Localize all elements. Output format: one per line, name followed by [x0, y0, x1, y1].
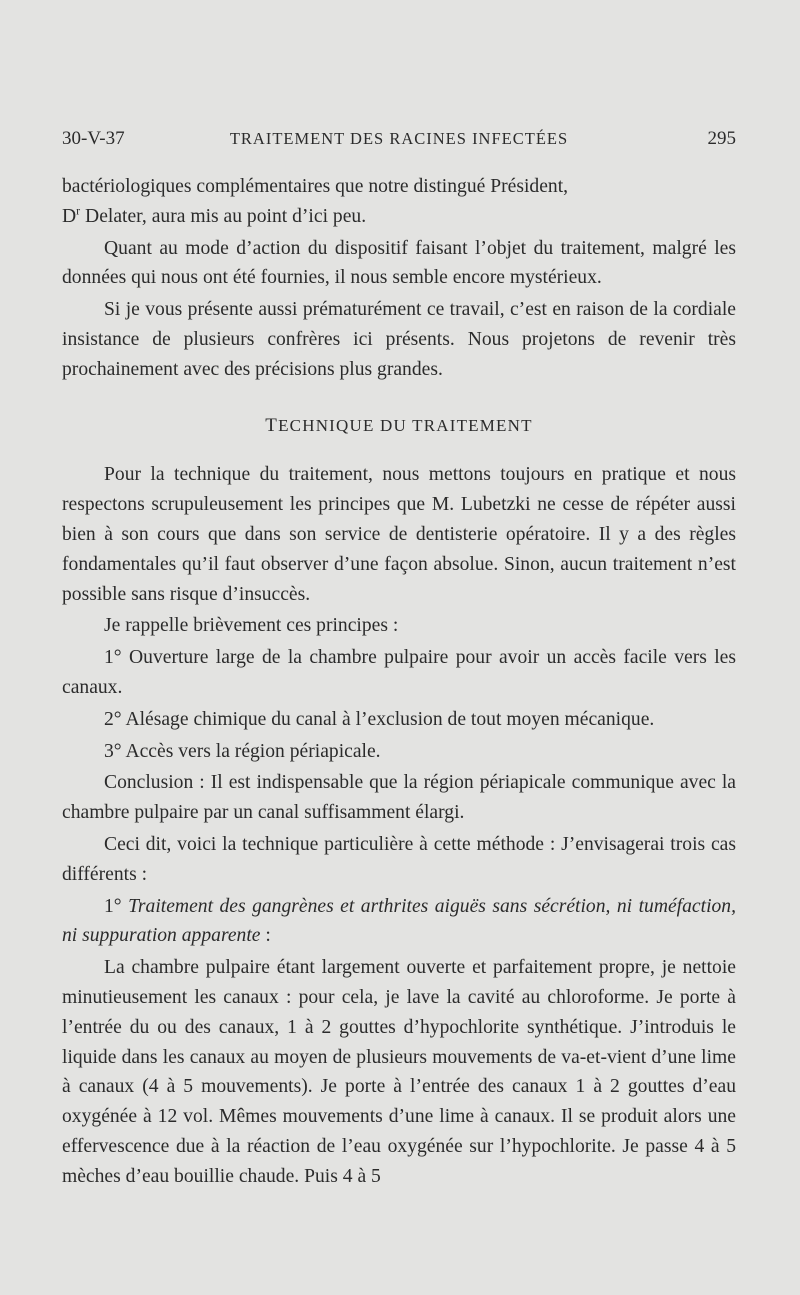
header-title: TRAITEMENT DES RACINES INFECTÉES	[229, 129, 569, 148]
paragraph: Conclusion : Il est indispensable que la région périapicale communique avec la chambre pulpaire par un canal suffisamment élargi.	[62, 772, 736, 824]
paragraph: Pour la technique du traitement, nous mettons toujours en pratique et nous respectons scrupuleusement les principes que M. Lubetzki ne cesse de répéter aussi bien à son cours que dans son service de dentisterie opératoire. Il y a des règles fondamentales qu’il faut observer d’une façon absolue. Sinon, aucun traitement n’est possible sans risque d’insuccès.	[62, 464, 736, 605]
paragraph: $D^r$ Delater, aura mis au point d’ici peu.	[62, 203, 367, 227]
header-date: 30-V-37	[62, 128, 125, 149]
page-number: 295	[707, 128, 736, 149]
list-item: 3° Accès vers la région périapicale.	[104, 740, 381, 762]
section-heading: TECHNIQUE DU TRAITEMENT	[265, 414, 533, 436]
page-body	[62, 172, 736, 1192]
list-item: 2° Alésage chimique du canal à l’exclusion de tout moyen mécanique.	[104, 708, 655, 730]
paragraph: bactériologiques complémentaires que notre distingué Président,	[62, 176, 569, 197]
paragraph: Quant au mode d’action du dispositif faisant l’objet du traitement, malgré les données qui nous ont été fournies, il nous semble encore mystérieux.	[62, 237, 736, 289]
paragraph: Si je vous présente aussi prématurément ce travail, c’est en raison de la cordiale insistance de plusieurs confrères ici présents. Nous projetons de revenir très prochainement avec des précisions plus grandes.	[62, 299, 736, 380]
paragraph: Ceci dit, voici la technique particulière à cette méthode : J’envisagerai trois cas différents :	[62, 833, 736, 885]
paragraph: Je rappelle brièvement ces principes :	[104, 615, 399, 637]
running-header	[62, 128, 736, 156]
paragraph: La chambre pulpaire étant largement ouverte et parfaitement propre, je nettoie minutieusement les canaux : pour cela, je lave la cavité au chloroforme. Je porte à l’entrée du ou des canaux, 1 à 2 gouttes d’hypochlorite synthétique. J’introduis le liquide dans les canaux au moyen de plusieurs mouvements de va-et-vient d’une lime à canaux (4 à 5 mouvements). Je porte à l’entrée des canaux 1 à 2 gouttes d’eau oxygénée à 12 vol. Mêmes mouvements d’une lime à canaux. Il se produit alors une effervescence due à la réaction de l’eau oxygénée sur l’hypochlorite. Je passe 4 à 5 mèches d’eau bouillie chaude. Puis 4 à 5	[62, 957, 736, 1187]
list-item: 1° Ouverture large de la chambre pulpaire pour avoir un accès facile vers les canaux.	[62, 647, 736, 698]
subheading: 1° Traitement des gangrènes et arthrites aiguës sans sécrétion, ni tuméfaction, ni suppuration apparente :	[62, 895, 737, 947]
